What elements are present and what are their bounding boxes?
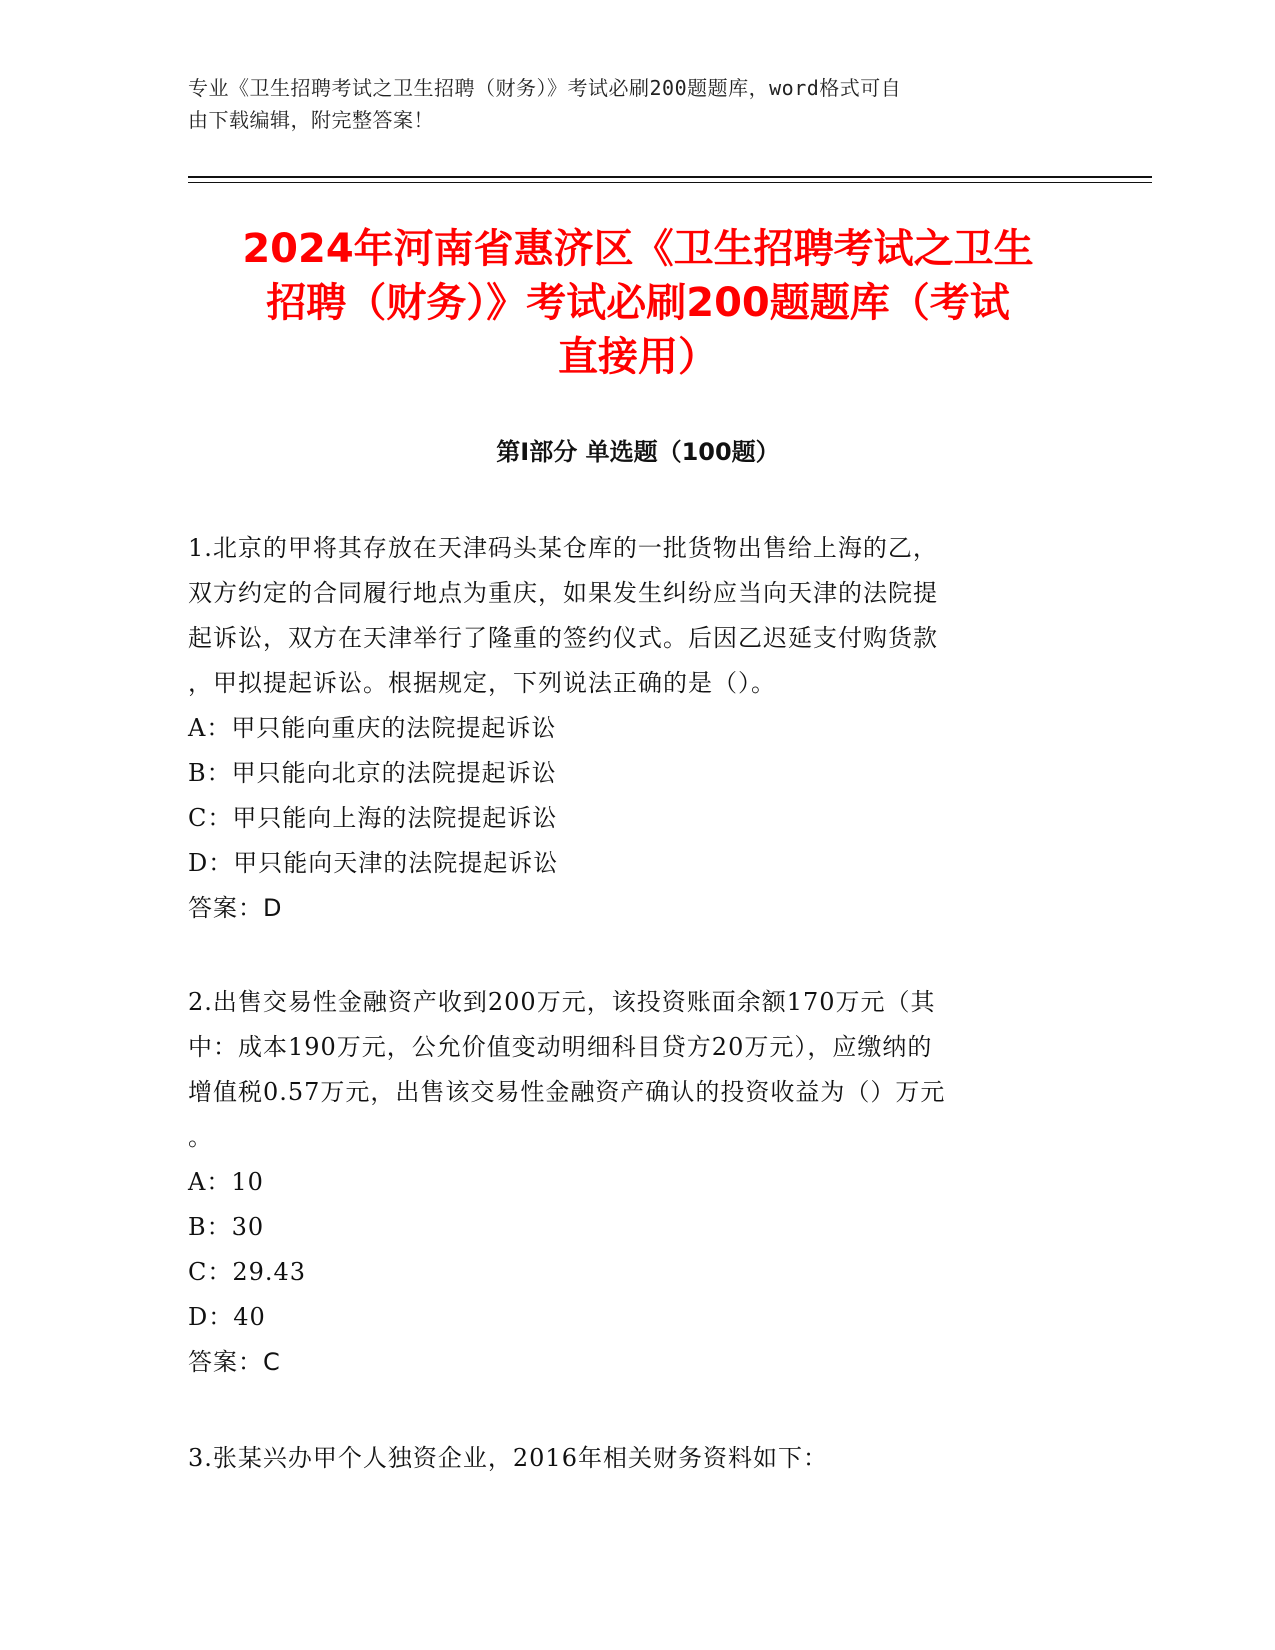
question-stem-line: 。 [188, 1123, 213, 1151]
question-stem-line: 3.张某兴办甲个人独资企业，2016年相关财务资料如下： [188, 1444, 828, 1472]
title-line: 招聘（财务）》考试必刷200题题库（考试 [266, 280, 1010, 326]
option-b: B：30 [188, 1213, 265, 1241]
header-divider-thick [188, 176, 1152, 178]
header-divider-thin [188, 182, 1152, 183]
title-line: 2024年河南省惠济区《卫生招聘考试之卫生 [242, 226, 1034, 272]
header-note-line: 专业《卫生招聘考试之卫生招聘（财务）》考试必刷200题题库，word格式可自 [188, 76, 902, 100]
header-note [188, 72, 1088, 136]
option-a: A：甲只能向重庆的法院提起诉讼 [188, 714, 557, 742]
document-title [188, 222, 1088, 384]
header-note-line: 由下载编辑，附完整答案！ [188, 108, 434, 132]
question-stem-line: 起诉讼，双方在天津举行了隆重的签约仪式。后因乙迟延支付购货款 [188, 624, 938, 652]
question-stem-line: 双方约定的合同履行地点为重庆，如果发生纠纷应当向天津的法院提 [188, 579, 938, 607]
question-stem-line: 2.出售交易性金融资产收到200万元，该投资账面余额170万元（其 [188, 988, 936, 1016]
question-stem-line: ，甲拟提起诉讼。根据规定，下列说法正确的是（）。 [188, 669, 776, 697]
question-stem-line: 中：成本190万元，公允价值变动明细科目贷方20万元），应缴纳的 [188, 1033, 933, 1061]
option-b: B：甲只能向北京的法院提起诉讼 [188, 759, 557, 787]
option-c: C：甲只能向上海的法院提起诉讼 [188, 804, 558, 832]
option-a: A：10 [188, 1168, 264, 1196]
question-stem-line: 1.北京的甲将其存放在天津码头某仓库的一批货物出售给上海的乙， [188, 534, 938, 562]
question-2 [188, 980, 1088, 1385]
question-1 [188, 526, 1088, 931]
option-d: D：40 [188, 1303, 266, 1331]
section-heading: 第Ⅰ部分 单选题（100题） [496, 438, 780, 466]
title-line: 直接用） [558, 334, 718, 380]
question-3 [188, 1436, 1088, 1481]
question-stem-line: 增值税0.57万元，出售该交易性金融资产确认的投资收益为（）万元 [188, 1078, 946, 1106]
answer: 答案：C [188, 1348, 281, 1376]
option-c: C：29.43 [188, 1258, 307, 1286]
answer: 答案：D [188, 894, 283, 922]
option-d: D：甲只能向天津的法院提起诉讼 [188, 849, 559, 877]
